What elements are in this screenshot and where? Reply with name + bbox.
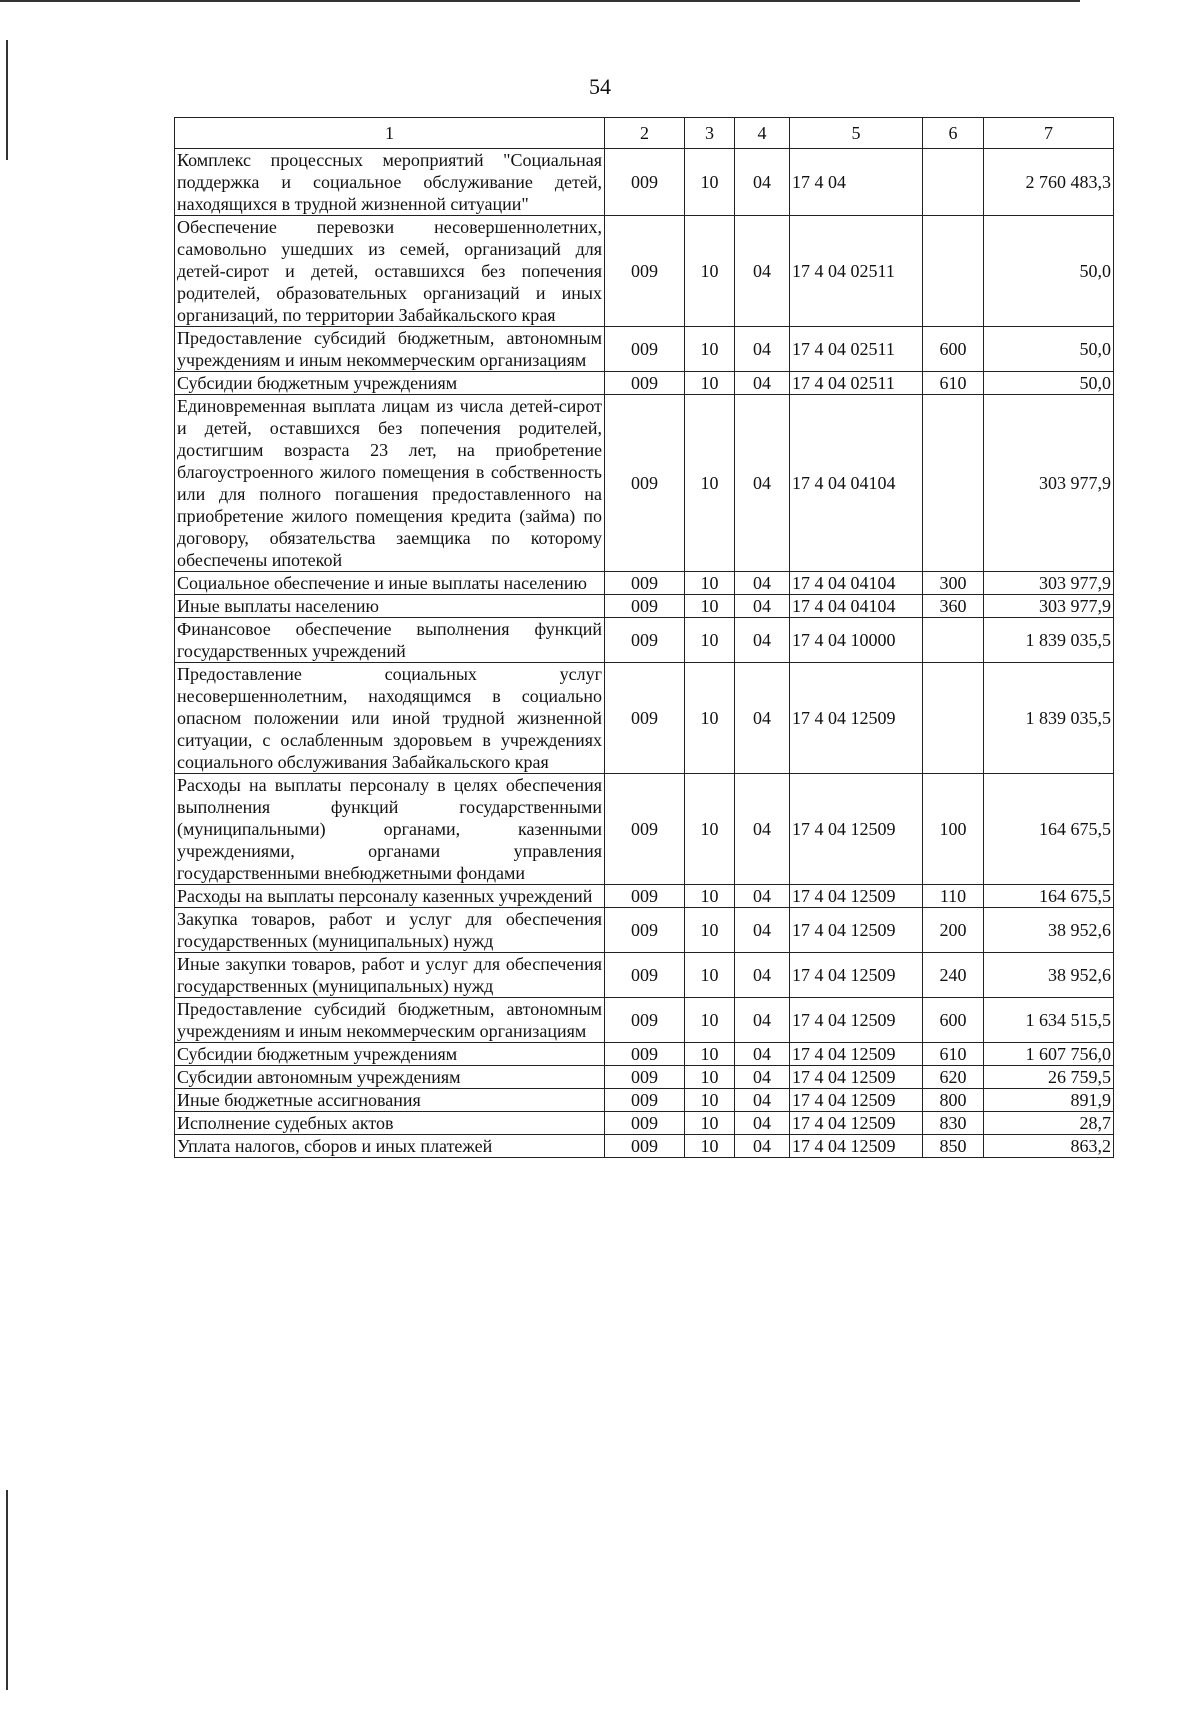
cell-section: 10 (685, 1043, 735, 1066)
row-name: Иные бюджетные ассигнования (175, 1089, 605, 1112)
cell-section: 10 (685, 327, 735, 372)
cell-subsection: 04 (735, 1135, 790, 1158)
cell-amount: 303 977,9 (984, 595, 1114, 618)
row-name: Уплата налогов, сборов и иных платежей (175, 1135, 605, 1158)
cell-subsection: 04 (735, 372, 790, 395)
cell-target-code: 17 4 04 12509 (790, 885, 923, 908)
cell-target-code: 17 4 04 04104 (790, 595, 923, 618)
cell-subsection: 04 (735, 1089, 790, 1112)
table-row (175, 998, 1114, 1043)
cell-amount: 38 952,6 (984, 908, 1114, 953)
cell-section: 10 (685, 908, 735, 953)
cell-amount: 1 839 035,5 (984, 618, 1114, 663)
cell-ministry: 009 (605, 216, 685, 327)
cell-expense-type (923, 149, 984, 216)
cell-expense-type: 360 (923, 595, 984, 618)
cell-ministry: 009 (605, 1066, 685, 1089)
cell-subsection: 04 (735, 908, 790, 953)
cell-target-code: 17 4 04 02511 (790, 216, 923, 327)
cell-ministry: 009 (605, 372, 685, 395)
cell-target-code: 17 4 04 12509 (790, 998, 923, 1043)
cell-ministry: 009 (605, 572, 685, 595)
table-row (175, 149, 1114, 216)
cell-expense-type (923, 395, 984, 572)
table-row (175, 618, 1114, 663)
cell-subsection: 04 (735, 618, 790, 663)
cell-expense-type: 850 (923, 1135, 984, 1158)
cell-section: 10 (685, 618, 735, 663)
cell-target-code: 17 4 04 12509 (790, 1112, 923, 1135)
cell-target-code: 17 4 04 04104 (790, 395, 923, 572)
table-row (175, 1135, 1114, 1158)
cell-amount: 26 759,5 (984, 1066, 1114, 1089)
cell-amount: 303 977,9 (984, 572, 1114, 595)
scan-edge-line-left (6, 40, 8, 160)
cell-subsection: 04 (735, 1066, 790, 1089)
page-number: 54 (589, 74, 611, 99)
cell-expense-type: 110 (923, 885, 984, 908)
cell-expense-type: 600 (923, 327, 984, 372)
cell-section: 10 (685, 572, 735, 595)
row-name: Исполнение судебных актов (175, 1112, 605, 1135)
row-name: Предоставление субсидий бюджетным, автономным учреждениям и иным некоммерческим организациям (175, 998, 605, 1043)
cell-ministry: 009 (605, 1112, 685, 1135)
cell-ministry: 009 (605, 953, 685, 998)
cell-section: 10 (685, 998, 735, 1043)
cell-expense-type (923, 618, 984, 663)
cell-section: 10 (685, 149, 735, 216)
cell-section: 10 (685, 595, 735, 618)
scan-edge-line-left-bottom (6, 1490, 8, 1690)
cell-section: 10 (685, 1089, 735, 1112)
cell-expense-type: 200 (923, 908, 984, 953)
cell-amount: 1 839 035,5 (984, 663, 1114, 774)
table-row (175, 1089, 1114, 1112)
row-name: Предоставление субсидий бюджетным, автономным учреждениям и иным некоммерческим организациям (175, 327, 605, 372)
cell-amount: 164 675,5 (984, 774, 1114, 885)
cell-amount: 2 760 483,3 (984, 149, 1114, 216)
cell-amount: 50,0 (984, 216, 1114, 327)
cell-target-code: 17 4 04 12509 (790, 1135, 923, 1158)
cell-ministry: 009 (605, 774, 685, 885)
table-row (175, 572, 1114, 595)
table-row (175, 595, 1114, 618)
cell-subsection: 04 (735, 327, 790, 372)
scan-edge-line-top (0, 0, 1080, 2)
cell-target-code: 17 4 04 12509 (790, 1089, 923, 1112)
row-name: Единовременная выплата лицам из числа детей-сирот и детей, оставшихся без попечения родителей, достигшим возраста 23 лет, на приобретение благоустроенного жилого помещения в собственность или для полного погашения предоставленного на приобретение жилого помещения кредита (займа) по договору, обязательства заемщика по которому обеспечены ипотекой (175, 395, 605, 572)
table-row (175, 372, 1114, 395)
table-row (175, 885, 1114, 908)
cell-amount: 50,0 (984, 372, 1114, 395)
cell-section: 10 (685, 1112, 735, 1135)
cell-amount: 38 952,6 (984, 953, 1114, 998)
cell-expense-type: 600 (923, 998, 984, 1043)
cell-expense-type: 620 (923, 1066, 984, 1089)
cell-subsection: 04 (735, 774, 790, 885)
cell-subsection: 04 (735, 572, 790, 595)
cell-amount: 891,9 (984, 1089, 1114, 1112)
cell-section: 10 (685, 395, 735, 572)
cell-ministry: 009 (605, 663, 685, 774)
table-header-row (175, 118, 1114, 149)
cell-amount: 1 607 756,0 (984, 1043, 1114, 1066)
cell-ministry: 009 (605, 908, 685, 953)
column-header: 1 (175, 118, 605, 149)
cell-target-code: 17 4 04 12509 (790, 953, 923, 998)
cell-amount: 1 634 515,5 (984, 998, 1114, 1043)
row-name: Комплекс процессных мероприятий "Социальная поддержка и социальное обслуживание детей, находящихся в трудной жизненной ситуации" (175, 149, 605, 216)
table-row (175, 1043, 1114, 1066)
cell-subsection: 04 (735, 395, 790, 572)
cell-expense-type (923, 216, 984, 327)
cell-subsection: 04 (735, 885, 790, 908)
cell-subsection: 04 (735, 953, 790, 998)
cell-ministry: 009 (605, 1089, 685, 1112)
cell-ministry: 009 (605, 327, 685, 372)
budget-table (174, 117, 1114, 1158)
column-header: 2 (605, 118, 685, 149)
cell-subsection: 04 (735, 216, 790, 327)
row-name: Социальное обеспечение и иные выплаты населению (175, 572, 605, 595)
table-row (175, 395, 1114, 572)
row-name: Иные закупки товаров, работ и услуг для обеспечения государственных (муниципальных) нужд (175, 953, 605, 998)
cell-section: 10 (685, 663, 735, 774)
cell-subsection: 04 (735, 1112, 790, 1135)
table-row (175, 216, 1114, 327)
table-row (175, 774, 1114, 885)
cell-target-code: 17 4 04 12509 (790, 1066, 923, 1089)
cell-amount: 50,0 (984, 327, 1114, 372)
cell-subsection: 04 (735, 663, 790, 774)
cell-target-code: 17 4 04 (790, 149, 923, 216)
cell-expense-type: 300 (923, 572, 984, 595)
cell-target-code: 17 4 04 12509 (790, 774, 923, 885)
cell-expense-type: 100 (923, 774, 984, 885)
cell-target-code: 17 4 04 12509 (790, 908, 923, 953)
cell-target-code: 17 4 04 02511 (790, 327, 923, 372)
row-name: Закупка товаров, работ и услуг для обеспечения государственных (муниципальных) нужд (175, 908, 605, 953)
cell-ministry: 009 (605, 1135, 685, 1158)
cell-section: 10 (685, 774, 735, 885)
column-header: 5 (790, 118, 923, 149)
cell-subsection: 04 (735, 998, 790, 1043)
cell-expense-type: 800 (923, 1089, 984, 1112)
cell-expense-type: 240 (923, 953, 984, 998)
table-row (175, 1066, 1114, 1089)
cell-amount: 28,7 (984, 1112, 1114, 1135)
cell-ministry: 009 (605, 149, 685, 216)
column-header: 6 (923, 118, 984, 149)
row-name: Предоставление социальных услуг несовершеннолетним, находящимся в социально опасном положении или иной трудной жизненной ситуации, с ослабленным здоровьем в учреждениях социального обслуживания Забайкальского края (175, 663, 605, 774)
cell-section: 10 (685, 885, 735, 908)
cell-target-code: 17 4 04 12509 (790, 663, 923, 774)
cell-amount: 164 675,5 (984, 885, 1114, 908)
cell-target-code: 17 4 04 04104 (790, 572, 923, 595)
column-header: 3 (685, 118, 735, 149)
cell-ministry: 009 (605, 618, 685, 663)
row-name: Иные выплаты населению (175, 595, 605, 618)
cell-amount: 303 977,9 (984, 395, 1114, 572)
row-name: Субсидии автономным учреждениям (175, 1066, 605, 1089)
cell-expense-type (923, 663, 984, 774)
cell-target-code: 17 4 04 12509 (790, 1043, 923, 1066)
cell-target-code: 17 4 04 10000 (790, 618, 923, 663)
column-header: 4 (735, 118, 790, 149)
cell-section: 10 (685, 216, 735, 327)
row-name: Обеспечение перевозки несовершеннолетних, самовольно ушедших из семей, организаций для детей-сирот и детей, оставшихся без попечения родителей, образовательных организаций и иных организаций, по территории Забайкальского края (175, 216, 605, 327)
cell-subsection: 04 (735, 149, 790, 216)
cell-subsection: 04 (735, 595, 790, 618)
cell-section: 10 (685, 1135, 735, 1158)
cell-ministry: 009 (605, 998, 685, 1043)
table-row (175, 953, 1114, 998)
table-row (175, 908, 1114, 953)
column-header: 7 (984, 118, 1114, 149)
row-name: Расходы на выплаты персоналу казенных учреждений (175, 885, 605, 908)
row-name: Субсидии бюджетным учреждениям (175, 1043, 605, 1066)
cell-ministry: 009 (605, 1043, 685, 1066)
cell-subsection: 04 (735, 1043, 790, 1066)
cell-target-code: 17 4 04 02511 (790, 372, 923, 395)
row-name: Расходы на выплаты персоналу в целях обеспечения выполнения функций государственными (муниципальными) органами, казенными учреждениями, органами управления государственными внебюджетными фондами (175, 774, 605, 885)
cell-expense-type: 610 (923, 372, 984, 395)
cell-amount: 863,2 (984, 1135, 1114, 1158)
table-row (175, 663, 1114, 774)
cell-section: 10 (685, 1066, 735, 1089)
table-row (175, 1112, 1114, 1135)
table-row (175, 327, 1114, 372)
cell-section: 10 (685, 372, 735, 395)
cell-ministry: 009 (605, 595, 685, 618)
row-name: Субсидии бюджетным учреждениям (175, 372, 605, 395)
cell-ministry: 009 (605, 885, 685, 908)
cell-expense-type: 830 (923, 1112, 984, 1135)
cell-ministry: 009 (605, 395, 685, 572)
row-name: Финансовое обеспечение выполнения функций государственных учреждений (175, 618, 605, 663)
cell-section: 10 (685, 953, 735, 998)
cell-expense-type: 610 (923, 1043, 984, 1066)
